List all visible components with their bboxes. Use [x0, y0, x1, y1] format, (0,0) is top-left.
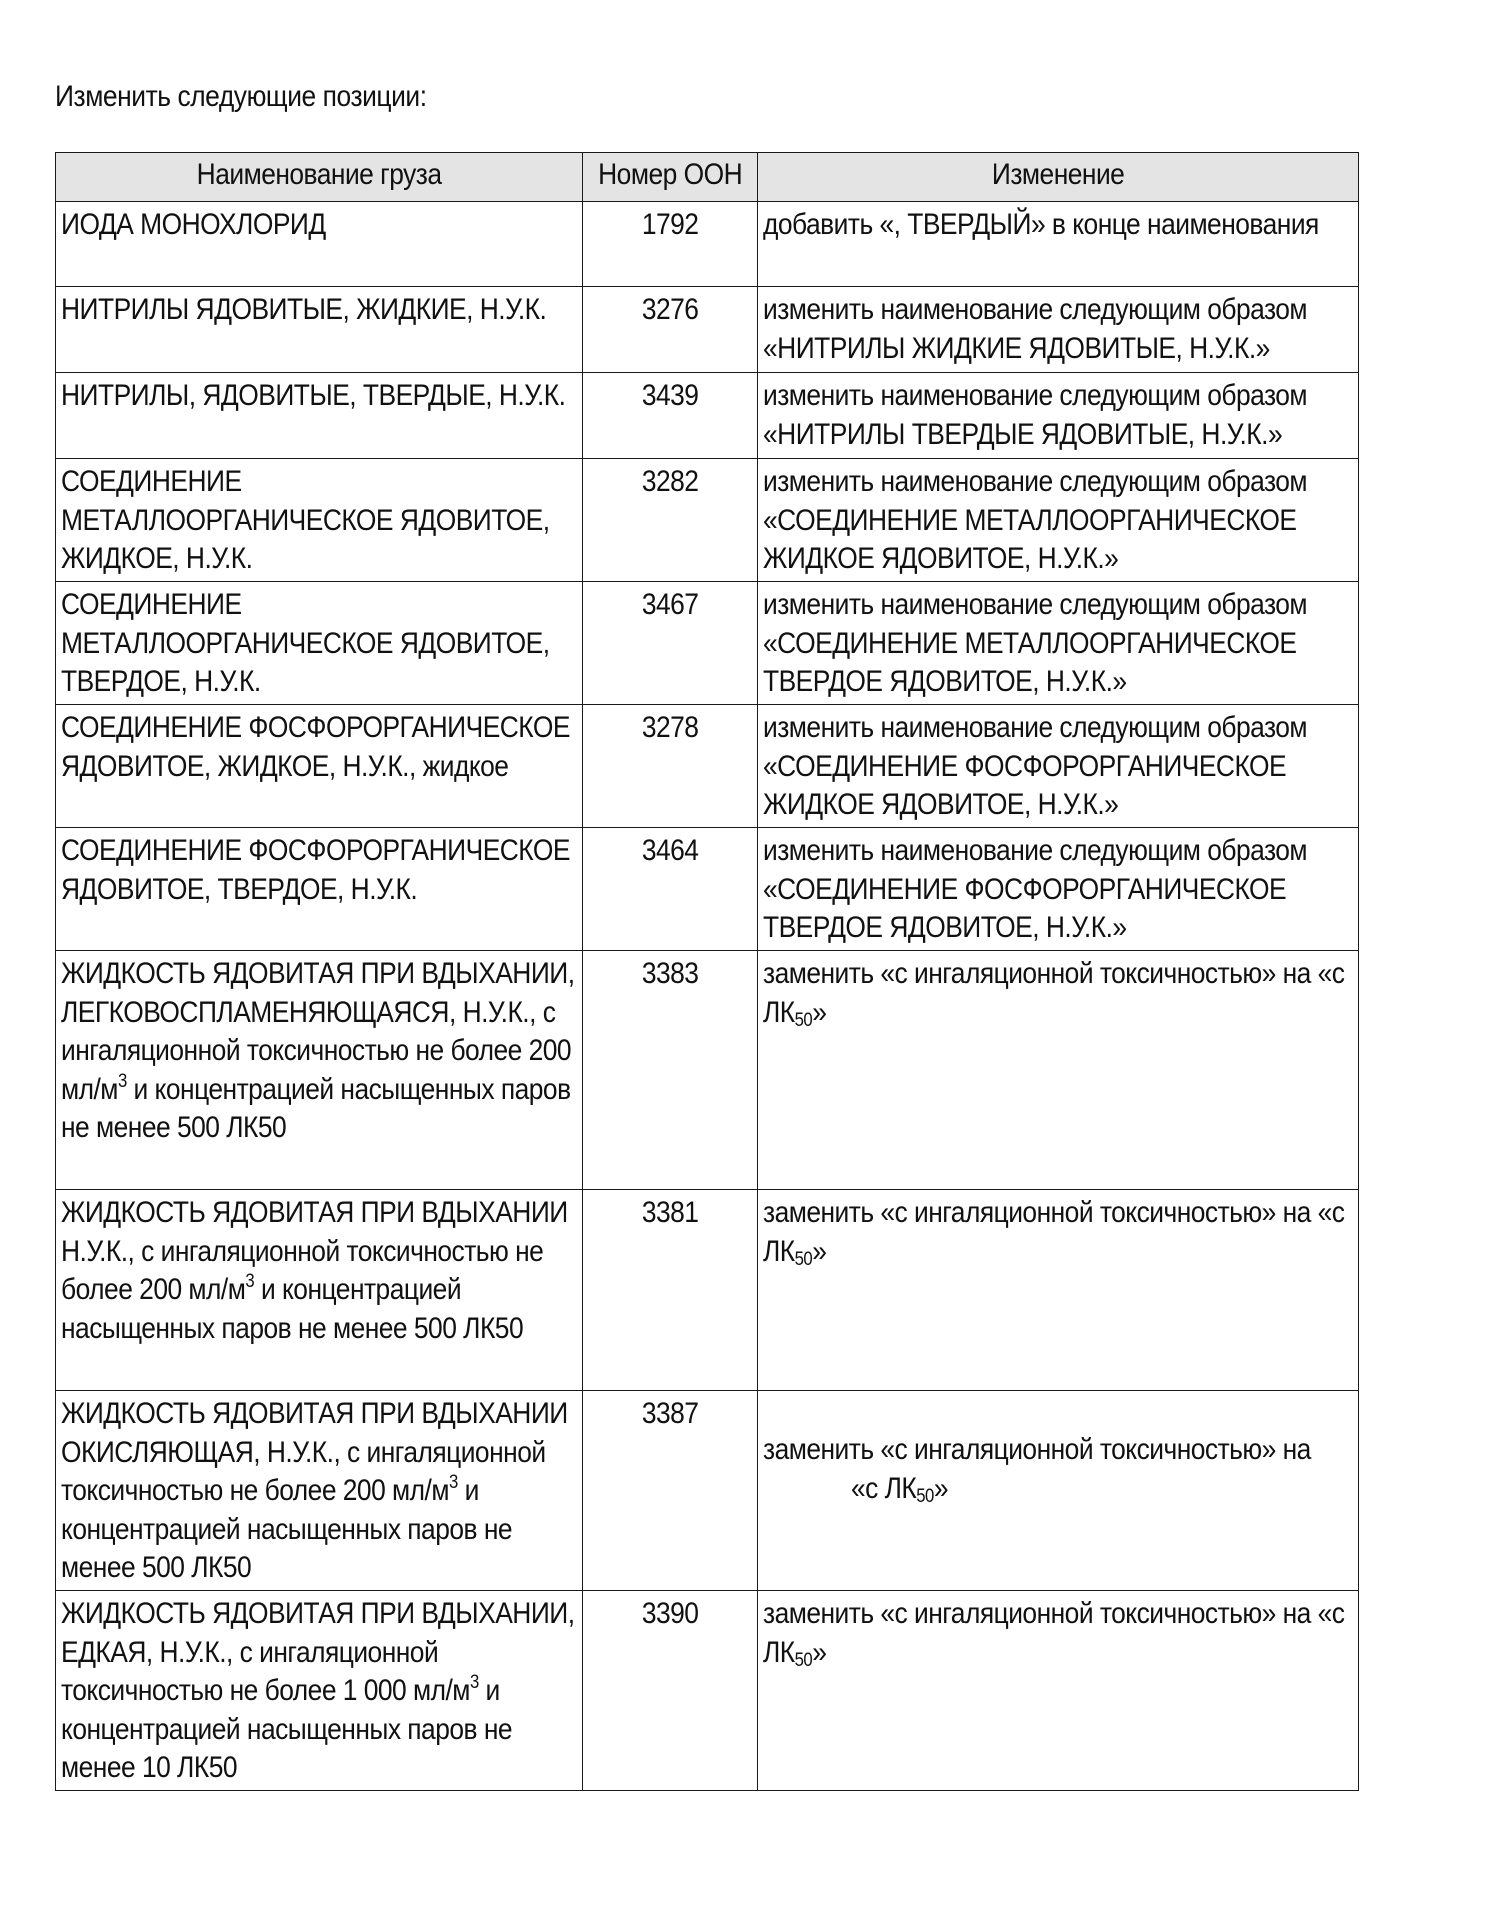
header-un-number: Номер ООН [583, 153, 758, 202]
change-cell: заменить «с ингаляционной токсичностью» на «с $ЛК_{50}$» [758, 1190, 1359, 1391]
table-row [56, 705, 1359, 828]
cargo-name-cell: НИТРИЛЫ ЯДОВИТЫЕ, ЖИДКИЕ, Н.У.К. [56, 287, 583, 373]
cargo-name-cell: ЖИДКОСТЬ ЯДОВИТАЯ ПРИ ВДЫХАНИИ, ЛЕГКОВОСПЛАМЕНЯЮЩАЯСЯ, Н.У.К., с ингаляционной токсичностью не более 200 $мл/м^3$ и концентрацией насыщенных паров не менее 500 ЛК50 [56, 951, 583, 1190]
table-row [56, 1591, 1359, 1791]
change-cell: изменить наименование следующим образом «СОЕДИНЕНИЕ МЕТАЛЛООРГАНИЧЕСКОЕ ЖИДКОЕ ЯДОВИТОЕ, Н.У.К.» [758, 459, 1359, 582]
un-number-cell: 3464 [583, 828, 758, 951]
table-row [56, 287, 1359, 373]
table-header-row [56, 153, 1359, 202]
change-cell: изменить наименование следующим образом «НИТРИЛЫ ТВЕРДЫЕ ЯДОВИТЫЕ, Н.У.К.» [758, 373, 1359, 459]
table-row [56, 828, 1359, 951]
un-number-cell: 3439 [583, 373, 758, 459]
un-number-cell: 3387 [583, 1391, 758, 1591]
un-number-cell: 3381 [583, 1190, 758, 1391]
un-number-cell: 3383 [583, 951, 758, 1190]
cargo-name-cell: СОЕДИНЕНИЕ МЕТАЛЛООРГАНИЧЕСКОЕ ЯДОВИТОЕ, ЖИДКОЕ, Н.У.К. [56, 459, 583, 582]
amendments-table [55, 152, 1359, 1791]
table-row [56, 1190, 1359, 1391]
cargo-name-cell: СОЕДИНЕНИЕ ФОСФОРОРГАНИЧЕСКОЕ ЯДОВИТОЕ, ЖИДКОЕ, Н.У.К., жидкое [56, 705, 583, 828]
table-row [56, 1391, 1359, 1591]
change-cell: добавить «, ТВЕРДЫЙ» в конце наименования [758, 202, 1359, 287]
table-row [56, 582, 1359, 705]
un-number-cell: 3282 [583, 459, 758, 582]
cargo-name-cell: НИТРИЛЫ, ЯДОВИТЫЕ, ТВЕРДЫЕ, Н.У.К. [56, 373, 583, 459]
un-number-cell: 3390 [583, 1591, 758, 1791]
cargo-name-cell: ЖИДКОСТЬ ЯДОВИТАЯ ПРИ ВДЫХАНИИ Н.У.К., с ингаляционной токсичностью не более 200 $мл/м^3$ и концентрацией насыщенных паров не менее 500 ЛК50 [56, 1190, 583, 1391]
change-cell: изменить наименование следующим образом «СОЕДИНЕНИЕ ФОСФОРОРГАНИЧЕСКОЕ ЖИДКОЕ ЯДОВИТОЕ, Н.У.К.» [758, 705, 1359, 828]
cargo-name-cell: ЖИДКОСТЬ ЯДОВИТАЯ ПРИ ВДЫХАНИИ, ЕДКАЯ, Н.У.К., с ингаляционной токсичностью не более 1 000 $мл/м^3$ и концентрацией насыщенных паров не менее 10 ЛК50 [56, 1591, 583, 1791]
cargo-name-cell: СОЕДИНЕНИЕ МЕТАЛЛООРГАНИЧЕСКОЕ ЯДОВИТОЕ, ТВЕРДОЕ, Н.У.К. [56, 582, 583, 705]
un-number-cell: 3276 [583, 287, 758, 373]
change-cell: заменить «с ингаляционной токсичностью» на «с $ЛК_{50}$» [758, 1591, 1359, 1791]
change-cell: заменить «с ингаляционной токсичностью» на «с $ЛК_{50}$» [758, 1391, 1359, 1591]
change-cell: заменить «с ингаляционной токсичностью» на «с $ЛК_{50}$» [758, 951, 1359, 1190]
cargo-name-cell: ЖИДКОСТЬ ЯДОВИТАЯ ПРИ ВДЫХАНИИ ОКИСЛЯЮЩАЯ, Н.У.К., с ингаляционной токсичностью не более 200 $мл/м^3$ и концентрацией насыщенных паров не менее 500 ЛК50 [56, 1391, 583, 1591]
table-row [56, 202, 1359, 287]
un-number-cell: 3278 [583, 705, 758, 828]
un-number-cell: 3467 [583, 582, 758, 705]
change-cell: изменить наименование следующим образом «СОЕДИНЕНИЕ МЕТАЛЛООРГАНИЧЕСКОЕ ТВЕРДОЕ ЯДОВИТОЕ, Н.У.К.» [758, 582, 1359, 705]
intro-text: Изменить следующие позиции: [55, 80, 427, 113]
header-cargo-name: Наименование груза [56, 153, 583, 202]
table-row [56, 951, 1359, 1190]
cargo-name-cell: СОЕДИНЕНИЕ ФОСФОРОРГАНИЧЕСКОЕ ЯДОВИТОЕ, ТВЕРДОЕ, Н.У.К. [56, 828, 583, 951]
header-change: Изменение [758, 153, 1359, 202]
table-row [56, 459, 1359, 582]
table-row [56, 373, 1359, 459]
cargo-name-cell: ИОДА МОНОХЛОРИД [56, 202, 583, 287]
un-number-cell: 1792 [583, 202, 758, 287]
change-cell: изменить наименование следующим образом «НИТРИЛЫ ЖИДКИЕ ЯДОВИТЫЕ, Н.У.К.» [758, 287, 1359, 373]
change-cell: изменить наименование следующим образом «СОЕДИНЕНИЕ ФОСФОРОРГАНИЧЕСКОЕ ТВЕРДОЕ ЯДОВИТОЕ, Н.У.К.» [758, 828, 1359, 951]
